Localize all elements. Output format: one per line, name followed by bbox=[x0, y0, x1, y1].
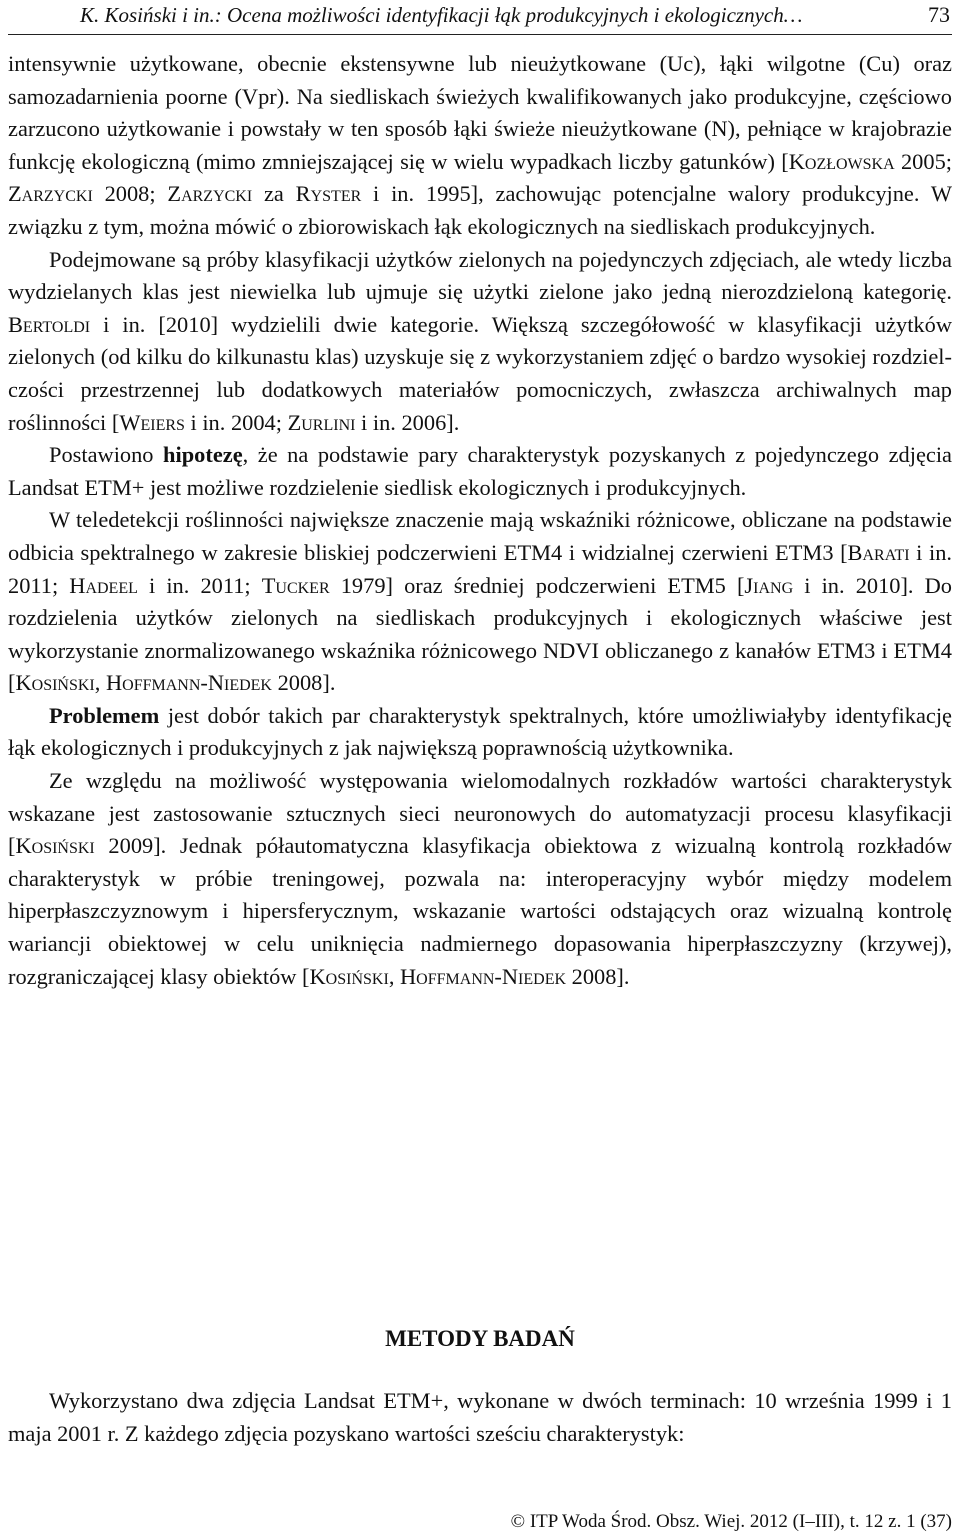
paragraph-4: W teledetekcji roślinności największe znaczenie mają wskaźniki różnicowe, obliczane na podstawie odbicia spektralnego w zakresie bliskiej podczerwieni ETM4 i widzialnej czerwieni ETM3 [Barati i in. 2011; Hadeel i in. 2011; Tucker 1979] oraz średniej podczerwieni ETM5 [Jiang i in. 2010]. Do rozdzielenia użytków zielonych na siedliskach produkcyjnych i ekologicznych właściwe jest wykorzystanie znormalizowanego wskaźnika różnicowego NDVI obliczanego z kanałów ETM3 i ETM4 [Kosiński, Hoffmann-Niedek 2008]. bbox=[8, 507, 952, 696]
article-body bbox=[8, 48, 952, 993]
page-number: 73 bbox=[928, 2, 950, 27]
page-footer: © ITP Woda Środ. Obsz. Wiej. 2012 (I–III), t. 12 z. 1 (37) bbox=[510, 1511, 952, 1532]
paragraph-6: Ze względu na możliwość występowania wielomodalnych rozkładów wartości charakterystyk wskazane jest zastosowanie sztucznych sieci neuronowych do automatyzacji procesu klasyfikacji [Kosiński 2009]. Jednak półautomatyczna klasyfikacja obiektowa z wizualną kontrolą rozkładów charakterystyk w próbie treningowej, pozwala na: interoperacyjny wybór między modelem hiperpłaszczyznowym i hipersferycznym, wskazanie wartości odstających oraz wizualną kontrolę wariancji obiektowej w celu uniknięcia nadmiernego dopasowania hiperpłaszczyzny (krzywej), rozgraniczającej klasy obiektów [Kosiński, Hoffmann-Niedek 2008]. bbox=[8, 768, 952, 989]
running-title: K. Kosiński i in.: Ocena możliwości identyfikacji łąk produkcyjnych i ekologicznych… bbox=[80, 3, 803, 27]
section-heading: METODY BADAŃ bbox=[385, 1326, 575, 1351]
paragraph-methods: Wykorzystano dwa zdjęcia Landsat ETM+, wykonane w dwóch terminach: 10 września 1999 i 1 maja 2001 r. Z każdego zdjęcia pozyskano wartości sześciu charakterystyk: bbox=[8, 1388, 952, 1446]
paragraph-problem: Problemem jest dobór takich par charakterystyk spektralnych, które umożliwiałyby identyfikację łąk ekologicznych i produkcyjnych z jak największą poprawnością użytkownika. bbox=[8, 702, 952, 761]
running-header bbox=[8, 0, 952, 35]
methods-body bbox=[8, 1385, 952, 1450]
paragraph-2: Podejmowane są próby klasyfikacji użytków zielonych na pojedynczych zdjęciach, ale wtedy liczba wydzielanych klas jest niewielka lub ujmuje się użytki zielone jako jedną nierozdzieloną kategorię. Bertoldi i in. [2010] wydzielili dwie kategorie. Większą szczegółowość w klasyfikacji użytków zielonych (od kilku do kilkunastu klas) uzyskuje się z wykorzystaniem zdjęć o bardzo wysokiej rozdzielczości przestrzennej lub dodatkowych materiałów pomocniczych, zwłaszcza archiwalnych map roślinności [Weiers i in. 2004; Zurlini i in. 2006]. bbox=[8, 246, 952, 435]
paragraph-1: intensywnie użytkowane, obecnie ekstensywne lub nieużytkowane (Uc), łąki wilgotne (Cu) oraz samozadarnienia poorne (Vpr). Na siedliskach świeżych kwalifikowanych jako produkcyjne, częściowo zarzucono użytkowanie i powstały w ten sposób łąki świeże nieużytkowane (N), pełniące w krajobrazie funkcję ekologiczną (mimo zmniejszającej się w wielu wypadkach liczby gatunków) [Kozłowska 2005; Zarzycki 2008; Zarzycki za Ryster i in. 1995], zachowując potencjalne walory produkcyjne. W związku z tym, można mówić o zbiorowiskach łąk ekologicznych na siedliskach produkcyjnych. bbox=[8, 51, 952, 239]
paragraph-hypothesis: Postawiono hipotezę, że na podstawie pary charakterystyk pozyskanych z pojedynczego zdjęcia Landsat ETM+ jest możliwe rozdzielenie siedlisk ekologicznych i produkcyjnych. bbox=[8, 442, 952, 500]
